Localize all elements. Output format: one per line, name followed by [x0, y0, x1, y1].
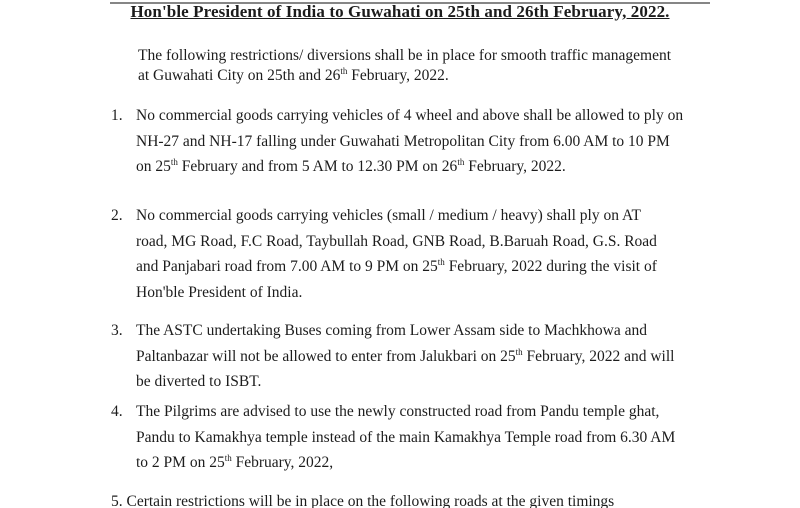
item-number: 1. [111, 107, 123, 124]
item-line: The Pilgrims are advised to use the newly constructed road from Pandu temple ghat, [136, 403, 660, 420]
item-text [136, 203, 751, 305]
truncated-item-5 [111, 488, 791, 508]
intro-line: The following restrictions/ diversions shall be in place for smooth traffic management [138, 47, 672, 64]
item-text [136, 399, 751, 476]
item-line: Pandu to Kamakhya temple instead of the main Kamakhya Temple road from 6.30 AM [136, 428, 676, 446]
item-line: No commercial goods carrying vehicles of 4 wheel and above shall be allowed to ply on [136, 107, 684, 124]
item-line: on 25th February and from 5 AM to 12.30 PM on 26th February, 2022. [136, 156, 566, 175]
truncated-line: 5. Certain restrictions will be in place on the following roads at the given timings [111, 493, 615, 508]
item-line: to 2 PM on 25th February, 2022, [136, 452, 334, 471]
intro-line: at Guwahati City on 25th and 26th February, 2022. [138, 65, 449, 84]
item-line: No commercial goods carrying vehicles (small / medium / heavy) shall ply on AT [136, 207, 641, 224]
item-number: 4. [111, 403, 123, 420]
item-line: The ASTC undertaking Buses coming from Lower Assam side to Machkhowa and [136, 322, 647, 339]
item-text [136, 318, 751, 395]
item-line: and Panjabari road from 7.00 AM to 9 PM on 25th February, 2022 during the visit of [136, 256, 657, 275]
item-line: NH-27 and NH-17 falling under Guwahati Metropolitan City from 6.00 AM to 10 PM [136, 132, 670, 150]
intro-paragraph [138, 46, 778, 86]
item-text [136, 103, 751, 180]
item-number: 2. [111, 207, 123, 224]
item-line: road, MG Road, F.C Road, Taybullah Road, GNB Road, B.Baruah Road, G.S. Road [136, 232, 657, 250]
notice-heading: Hon'ble President of India to Guwahati on 25th and 26th February, 2022. [130, 2, 670, 21]
item-line: Paltanbazar will not be allowed to enter from Jalukbari on 25th February, 2022 and will [136, 346, 675, 365]
item-line: be diverted to ISBT. [136, 373, 262, 390]
item-line: Hon'ble President of India. [136, 283, 303, 301]
item-number: 3. [111, 322, 123, 339]
